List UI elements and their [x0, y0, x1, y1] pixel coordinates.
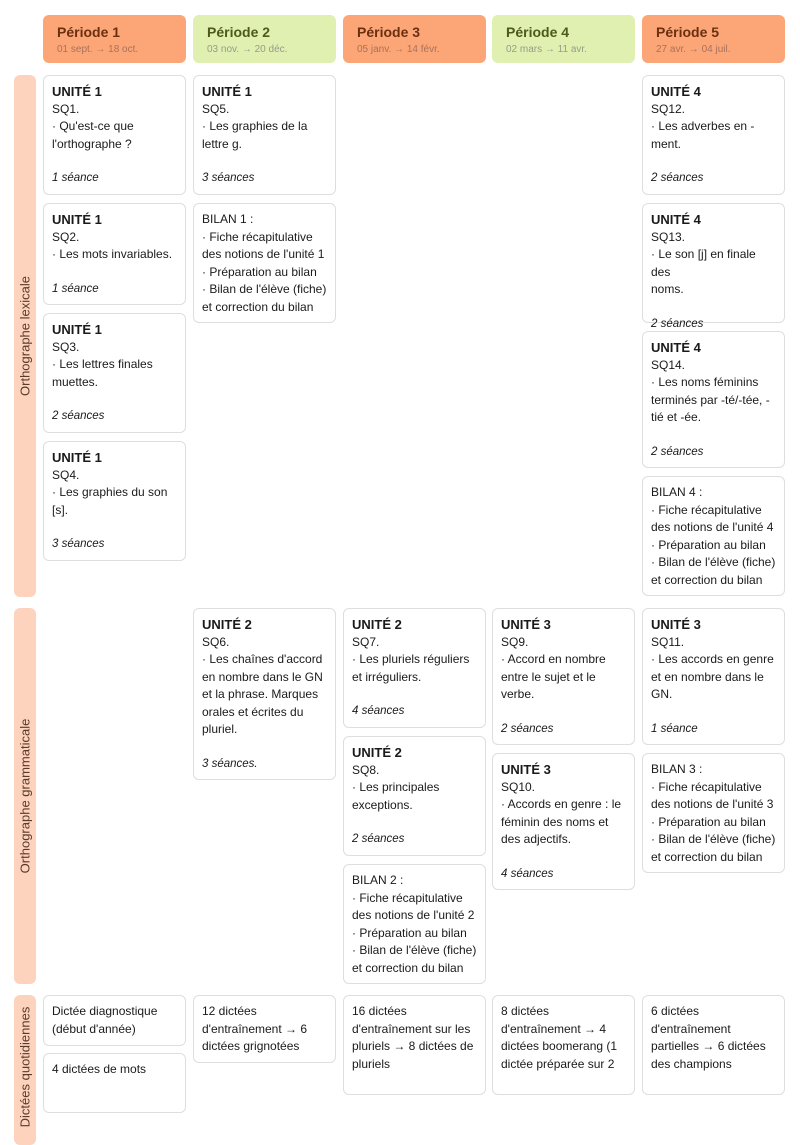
card-unit: UNITÉ 1	[52, 322, 102, 337]
card-line: · Bilan de l'élève (fiche)	[202, 282, 327, 296]
card-sessions: 3 séances.	[202, 757, 258, 770]
card-line: · Les noms féminins	[651, 375, 759, 389]
card-line: pluriel.	[202, 722, 238, 736]
card-dictees-p5[interactable]	[642, 995, 785, 1095]
card-unit: UNITÉ 4	[651, 340, 701, 355]
card-line: · Les graphies de la	[202, 119, 308, 133]
card-line: et correction du bilan	[202, 299, 314, 314]
period-header-3	[343, 15, 486, 63]
card-unit: UNITÉ 3	[651, 617, 701, 632]
card-line: noms.	[651, 282, 684, 296]
period-title: Période 4	[506, 24, 570, 40]
period-title: Période 3	[357, 24, 421, 40]
card-line: dictées grignotées	[202, 1039, 300, 1053]
card-unit: UNITÉ 1	[52, 212, 102, 227]
card-sq6[interactable]	[193, 608, 336, 780]
card-line: · Fiche récapitulative	[352, 890, 463, 905]
card-unit: UNITÉ 4	[651, 212, 701, 227]
card-sessions: 2 séances	[651, 445, 704, 458]
card-sessions: 2 séances	[52, 410, 105, 422]
card-line: BILAN 2 :	[352, 873, 404, 887]
card-unit: UNITÉ 2	[352, 617, 402, 632]
card-line: exceptions.	[352, 797, 413, 812]
card-dictees-p3[interactable]	[343, 995, 486, 1095]
card-line: SQ7.	[352, 634, 380, 649]
card-sq14[interactable]	[642, 331, 785, 468]
card-line: des adjectifs.	[501, 832, 572, 846]
card-line: SQ11.	[651, 634, 685, 649]
card-line: · Qu'est-ce que	[52, 119, 134, 133]
card-line: SQ12.	[651, 101, 686, 116]
card-line: 6 dictées	[651, 1004, 700, 1018]
card-bilan3[interactable]	[642, 753, 785, 873]
period-dates: 01 sept. → 18 oct.	[57, 44, 139, 55]
card-line: d'entraînement → 6	[202, 1021, 308, 1036]
card-sessions: 2 séances	[651, 317, 704, 330]
card-unit: UNITÉ 1	[52, 84, 102, 99]
card-line: des notions de l'unité 1	[202, 247, 325, 261]
card-line: et la phrase. Marques	[202, 687, 319, 701]
card-line: lettre g.	[202, 136, 243, 151]
period-dates: 02 mars → 11 avr.	[506, 44, 587, 55]
card-unit: UNITÉ 1	[202, 84, 252, 99]
card-line: SQ8.	[352, 762, 380, 777]
card-line: d'entraînement → 4	[501, 1021, 607, 1036]
card-line: 8 dictées	[501, 1004, 550, 1018]
card-sq9[interactable]	[492, 608, 635, 745]
card-dictee-p1-more[interactable]	[43, 1053, 186, 1113]
card-line: BILAN 4 :	[651, 485, 703, 499]
card-line: · Préparation au bilan	[651, 814, 766, 829]
row-label-grammaticale	[14, 608, 36, 984]
card-line: SQ9.	[501, 634, 529, 649]
card-line: terminés par -té/-tée, -	[651, 392, 770, 407]
card-line: · Le son [j] en finale des	[651, 247, 756, 279]
card-line: · Les chaînes d'accord	[202, 652, 323, 666]
row-label-text: Dictées quotidiennes	[17, 1006, 33, 1128]
card-bilan2[interactable]	[343, 864, 486, 984]
card-line: · Les accords en genre	[651, 652, 774, 666]
card-line: · Bilan de l'élève (fiche)	[352, 943, 477, 957]
card-line: Dictée diagnostique	[52, 1004, 158, 1018]
row-label-text: Orthographe lexicale	[17, 276, 33, 396]
card-line: et irréguliers.	[352, 669, 422, 684]
card-line: · Bilan de l'élève (fiche)	[651, 832, 776, 846]
card-sq11[interactable]	[642, 608, 785, 745]
card-sq7[interactable]	[343, 608, 486, 728]
row-label-dictees	[14, 995, 36, 1145]
card-line: des notions de l'unité 4	[651, 520, 774, 534]
card-line: · Les lettres finales	[52, 357, 153, 371]
card-line: SQ1.	[52, 101, 80, 116]
card-line: pluriels	[352, 1056, 391, 1071]
card-line: · Préparation au bilan	[202, 264, 317, 279]
card-line: GN.	[651, 687, 673, 701]
card-sq13[interactable]	[642, 203, 785, 330]
row-label-lexicale	[14, 75, 36, 597]
card-line: et correction du bilan	[352, 960, 464, 975]
card-line: · Les mots invariables.	[52, 247, 173, 261]
card-line: l'orthographe ?	[52, 136, 132, 151]
card-line: · Les pluriels réguliers	[352, 652, 470, 666]
card-line: SQ6.	[202, 634, 230, 649]
period-header-5	[642, 15, 785, 63]
card-sessions: 2 séances	[651, 172, 704, 184]
period-header-1	[43, 15, 186, 63]
card-line: · Les adverbes en -	[651, 119, 755, 133]
card-line: · Les principales	[352, 780, 440, 794]
card-line: (début d'année)	[52, 1021, 136, 1036]
card-dictees-p2[interactable]	[193, 995, 336, 1063]
period-dates: 05 janv. → 14 févr.	[357, 44, 440, 55]
period-title: Période 5	[656, 24, 720, 40]
card-line: 4 dictées de mots	[52, 1062, 147, 1076]
card-sessions: 2 séances	[501, 722, 554, 735]
card-unit: UNITÉ 3	[501, 617, 551, 632]
card-unit: UNITÉ 3	[501, 762, 551, 777]
card-line: · Accords en genre : le	[501, 797, 622, 811]
card-line: verbe.	[501, 687, 535, 701]
period-title: Période 2	[207, 24, 271, 40]
card-line: dictée préparée sur 2	[501, 1056, 615, 1071]
card-unit: UNITÉ 2	[352, 745, 402, 760]
card-line: · Bilan de l'élève (fiche)	[651, 555, 776, 569]
card-line: orales et écrites du	[202, 704, 304, 719]
card-sessions: 4 séances	[501, 867, 554, 880]
card-line: SQ3.	[52, 339, 80, 354]
card-line: des notions de l'unité 2	[352, 908, 475, 922]
card-line: d'entraînement sur les	[352, 1021, 471, 1036]
card-unit: UNITÉ 2	[202, 617, 252, 632]
card-sq1[interactable]	[43, 75, 186, 195]
card-sessions: 1 séance	[52, 282, 99, 295]
card-line: SQ13.	[651, 229, 686, 244]
card-sessions: 3 séances	[202, 172, 255, 184]
card-line: SQ14.	[651, 357, 686, 372]
card-line: féminin des noms et	[501, 814, 609, 829]
card-line: SQ10.	[501, 779, 536, 794]
card-line: BILAN 3 :	[651, 762, 703, 776]
card-line: · Fiche récapitulative	[651, 502, 762, 517]
card-line: et en nombre dans le	[651, 669, 764, 684]
card-line: · Fiche récapitulative	[202, 229, 313, 244]
card-unit: UNITÉ 4	[651, 84, 701, 99]
card-sessions: 1 séance	[651, 722, 698, 735]
card-sessions: 4 séances	[352, 705, 405, 717]
card-line: 16 dictées	[352, 1004, 407, 1018]
card-sq10[interactable]	[492, 753, 635, 890]
card-line: muettes.	[52, 374, 99, 389]
card-line: · Préparation au bilan	[651, 537, 766, 552]
card-bilan4[interactable]	[642, 476, 785, 596]
card-line: et correction du bilan	[651, 849, 763, 864]
card-sq5[interactable]	[193, 75, 336, 195]
card-dictee-diagnostique[interactable]	[43, 995, 186, 1046]
card-sq12[interactable]	[642, 75, 785, 195]
period-header-2	[193, 15, 336, 63]
card-line: des champions	[651, 1056, 732, 1071]
card-line: et correction du bilan	[651, 572, 763, 587]
card-sq4[interactable]	[43, 441, 186, 561]
card-dictees-p4[interactable]	[492, 995, 635, 1095]
card-line: des notions de l'unité 3	[651, 797, 774, 811]
card-unit: UNITÉ 1	[52, 450, 102, 465]
card-line: partielles → 6 dictées	[651, 1039, 766, 1053]
card-sessions: 3 séances	[52, 538, 105, 550]
card-line: dictées boomerang (1	[501, 1039, 618, 1053]
card-line: · Préparation au bilan	[352, 925, 467, 940]
card-line: [s].	[52, 502, 69, 517]
card-sq8[interactable]	[343, 736, 486, 856]
card-sessions: 1 séance	[52, 172, 99, 184]
card-line: pluriels → 8 dictées de	[352, 1039, 474, 1053]
card-sq2[interactable]	[43, 203, 186, 305]
card-line: en nombre dans le GN	[202, 669, 323, 684]
period-dates: 27 avr. → 04 juil.	[656, 44, 731, 55]
card-line: · Fiche récapitulative	[651, 779, 762, 794]
card-line: SQ2.	[52, 229, 80, 244]
period-title: Période 1	[57, 24, 121, 40]
card-line: SQ5.	[202, 101, 230, 116]
card-line: entre le sujet et le	[501, 669, 596, 684]
card-line: · Accord en nombre	[501, 652, 606, 666]
card-line: BILAN 1 :	[202, 212, 254, 226]
card-line: tié et -ée.	[651, 410, 702, 424]
card-line: d'entraînement	[651, 1021, 731, 1036]
card-line: ment.	[651, 136, 682, 151]
card-line: 12 dictées	[202, 1004, 257, 1018]
row-label-text: Orthographe grammaticale	[17, 718, 33, 874]
card-line: SQ4.	[52, 467, 80, 482]
card-sessions: 2 séances	[352, 833, 405, 845]
period-header-4	[492, 15, 635, 63]
card-sq3[interactable]	[43, 313, 186, 433]
card-line: · Les graphies du son	[52, 485, 168, 499]
period-dates: 03 nov. → 20 déc.	[207, 44, 288, 55]
card-bilan1[interactable]	[193, 203, 336, 323]
